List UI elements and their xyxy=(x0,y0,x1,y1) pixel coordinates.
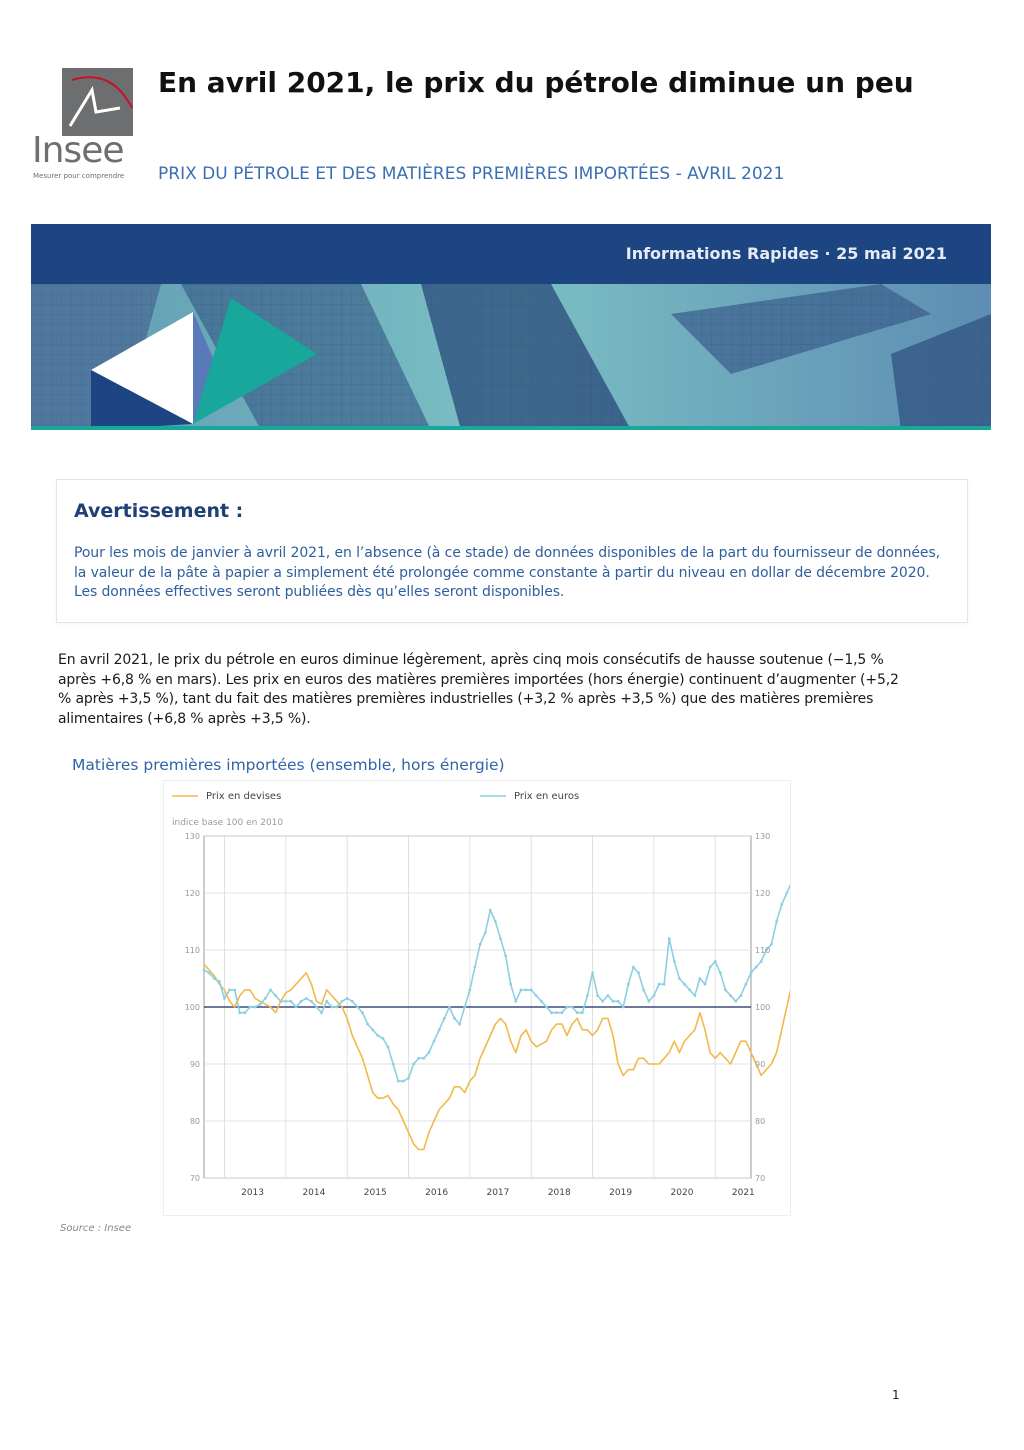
series-point-euros xyxy=(382,1037,385,1040)
series-point-euros xyxy=(755,966,758,969)
y-tick-label-right: 130 xyxy=(755,832,771,841)
series-point-euros xyxy=(208,971,211,974)
series-point-euros xyxy=(474,966,477,969)
series-point-euros xyxy=(719,971,722,974)
series-point-euros xyxy=(453,1017,456,1020)
legend-label-devises: Prix en devises xyxy=(206,791,282,802)
series-point-euros xyxy=(699,977,702,980)
series-point-euros xyxy=(356,1006,359,1009)
series-point-euros xyxy=(668,937,671,940)
series-point-euros xyxy=(330,1006,333,1009)
series-point-euros xyxy=(213,977,216,980)
series-point-euros xyxy=(376,1034,379,1037)
series-point-euros xyxy=(438,1028,441,1031)
series-point-euros xyxy=(223,997,226,1000)
series-point-euros xyxy=(295,1006,298,1009)
logo-mark xyxy=(62,68,133,136)
series-point-euros xyxy=(724,989,727,992)
series-point-euros xyxy=(402,1080,405,1083)
series-point-euros xyxy=(244,1011,247,1014)
chart-axes xyxy=(185,832,771,1198)
x-tick-label: 2013 xyxy=(241,1188,265,1198)
series-point-euros xyxy=(228,989,231,992)
series-point-euros xyxy=(499,937,502,940)
logo-mark-icon xyxy=(62,68,133,136)
series-point-euros xyxy=(351,1000,354,1003)
hero-image xyxy=(31,284,991,430)
logo-wordmark: Insee xyxy=(32,130,124,171)
series-point-euros xyxy=(361,1011,364,1014)
x-tick-label: 2014 xyxy=(302,1188,326,1198)
series-point-euros xyxy=(259,1003,262,1006)
chart-container xyxy=(163,780,791,1216)
page-subtitle: PRIX DU PÉTROLE ET DES MATIÈRES PREMIÈRES IMPORTÉES - AVRIL 2021 xyxy=(158,164,785,184)
series-point-euros xyxy=(658,983,661,986)
series-point-euros xyxy=(591,971,594,974)
series-point-euros xyxy=(233,989,236,992)
series-point-euros xyxy=(571,1006,574,1009)
series-point-euros xyxy=(489,909,492,912)
series-point-euros xyxy=(458,1023,461,1026)
series-point-euros xyxy=(545,1006,548,1009)
series-point-euros xyxy=(745,983,748,986)
series-point-euros xyxy=(290,1000,293,1003)
x-tick-label: 2016 xyxy=(425,1188,449,1198)
x-tick-label: 2018 xyxy=(547,1188,571,1198)
series-point-euros xyxy=(627,983,630,986)
warning-title: Avertissement : xyxy=(74,500,244,522)
series-point-euros xyxy=(504,954,507,957)
series-point-euros xyxy=(612,1000,615,1003)
publication-date-label: Informations Rapides · 25 mai 2021 xyxy=(625,244,947,263)
x-tick-label: 2021 xyxy=(731,1188,755,1198)
series-point-euros xyxy=(366,1023,369,1026)
series-point-euros xyxy=(642,989,645,992)
series-point-euros xyxy=(581,1011,584,1014)
y-tick-label-right: 100 xyxy=(755,1003,771,1012)
series-point-euros xyxy=(586,994,589,997)
series-point-euros xyxy=(443,1017,446,1020)
warning-box xyxy=(56,479,968,623)
series-point-euros xyxy=(678,977,681,980)
series-point-euros xyxy=(412,1063,415,1066)
line-chart xyxy=(164,781,790,1215)
series-point-euros xyxy=(371,1028,374,1031)
y-tick-label-right: 80 xyxy=(755,1117,766,1126)
series-point-euros xyxy=(397,1080,400,1083)
series-point-euros xyxy=(770,943,773,946)
series-point-euros xyxy=(514,1000,517,1003)
series-point-euros xyxy=(653,994,656,997)
series-point-euros xyxy=(775,920,778,923)
source-note: Source : Insee xyxy=(60,1223,132,1234)
chart-series xyxy=(203,846,790,1150)
series-point-euros xyxy=(714,960,717,963)
series-point-euros xyxy=(576,1011,579,1014)
series-point-euros xyxy=(448,1006,451,1009)
series-point-euros xyxy=(392,1063,395,1066)
chart-grid xyxy=(204,836,751,1178)
y-tick-label-left: 120 xyxy=(184,889,200,898)
series-point-euros xyxy=(729,994,732,997)
series-point-euros xyxy=(484,932,487,935)
series-point-euros xyxy=(637,971,640,974)
series-point-euros xyxy=(284,1000,287,1003)
series-point-euros xyxy=(346,997,349,1000)
series-point-euros xyxy=(433,1040,436,1043)
y-tick-label-left: 110 xyxy=(184,946,200,955)
series-point-euros xyxy=(785,892,788,895)
series-point-euros xyxy=(780,903,783,906)
series-point-euros xyxy=(550,1011,553,1014)
series-point-euros xyxy=(709,966,712,969)
series-point-euros xyxy=(305,997,308,1000)
series-point-euros xyxy=(596,994,599,997)
series-point-euros xyxy=(617,1000,620,1003)
series-line-euros xyxy=(204,847,790,1081)
series-point-euros xyxy=(494,920,497,923)
page-number: 1 xyxy=(892,1388,900,1402)
series-point-euros xyxy=(238,1011,241,1014)
series-point-euros xyxy=(320,1011,323,1014)
series-point-euros xyxy=(607,994,610,997)
series-point-euros xyxy=(530,989,533,992)
y-tick-label-left: 80 xyxy=(189,1117,200,1126)
series-point-euros xyxy=(555,1011,558,1014)
warning-text: Pour les mois de janvier à avril 2021, en l’absence (à ce stade) de données disponibles de la part du fournisseur de données, la valeur de la pâte à papier a simplement été prolongée comme constante à partir du niveau en dollar de décembre 2020. Les données effectives seront publiées dès qu’elles seront disponibles. xyxy=(74,545,940,600)
y-axis-label: indice base 100 en 2010 xyxy=(172,818,284,828)
series-point-euros xyxy=(264,997,267,1000)
series-point-euros xyxy=(428,1051,431,1054)
y-tick-label-left: 90 xyxy=(189,1060,200,1069)
y-tick-label-left: 70 xyxy=(189,1174,200,1183)
logo-tagline: Mesurer pour comprendre xyxy=(33,172,125,180)
series-point-euros xyxy=(300,1000,303,1003)
series-point-euros xyxy=(693,994,696,997)
series-point-euros xyxy=(463,1006,466,1009)
series-point-euros xyxy=(509,983,512,986)
series-point-euros xyxy=(540,1000,543,1003)
x-tick-label: 2020 xyxy=(670,1188,694,1198)
series-point-euros xyxy=(525,989,528,992)
series-point-euros xyxy=(325,1000,328,1003)
body-paragraph: En avril 2021, le prix du pétrole en euros diminue légèrement, après cinq mois consécutifs de hausse soutenue (−1,5 % après +6,8 % en mars). Les prix en euros des matières premières importées (hors énergie) continuent d’augmenter (+5,2 % après +3,5 %), tant du fait des matières premières industrielles (+3,2 % après +3,5 %) que des matières premières alimentaires (+6,8 % après +3,5 %). xyxy=(58,652,899,727)
series-point-euros xyxy=(274,994,277,997)
series-point-euros xyxy=(688,989,691,992)
header-banner xyxy=(31,224,991,284)
y-tick-label-right: 90 xyxy=(755,1060,766,1069)
page-title: En avril 2021, le prix du pétrole diminue un peu xyxy=(158,66,914,99)
series-point-euros xyxy=(739,994,742,997)
series-point-euros xyxy=(203,969,206,972)
y-tick-label-right: 120 xyxy=(755,889,771,898)
chart-title: Matières premières importées (ensemble, hors énergie) xyxy=(72,756,505,774)
series-point-euros xyxy=(535,994,538,997)
series-point-euros xyxy=(673,960,676,963)
series-point-euros xyxy=(760,960,763,963)
series-point-euros xyxy=(520,989,523,992)
y-tick-label-left: 100 xyxy=(184,1003,200,1012)
series-point-euros xyxy=(336,1006,339,1009)
series-point-euros xyxy=(566,1006,569,1009)
series-point-euros xyxy=(632,966,635,969)
series-point-euros xyxy=(704,983,707,986)
y-tick-label-left: 130 xyxy=(184,832,200,841)
series-point-euros xyxy=(683,983,686,986)
series-point-euros xyxy=(468,989,471,992)
series-point-euros xyxy=(218,980,221,983)
series-point-euros xyxy=(279,1000,282,1003)
series-point-euros xyxy=(734,1000,737,1003)
series-point-euros xyxy=(417,1057,420,1060)
series-point-euros xyxy=(750,971,753,974)
series-point-euros xyxy=(422,1057,425,1060)
series-point-euros xyxy=(479,943,482,946)
legend-label-euros: Prix en euros xyxy=(514,791,580,802)
x-tick-label: 2017 xyxy=(486,1188,510,1198)
series-point-euros xyxy=(663,983,666,986)
x-tick-label: 2019 xyxy=(609,1188,633,1198)
series-point-euros xyxy=(601,1000,604,1003)
y-tick-label-right: 110 xyxy=(755,946,771,955)
series-point-euros xyxy=(341,1000,344,1003)
series-point-euros xyxy=(407,1077,410,1080)
series-point-euros xyxy=(561,1011,564,1014)
series-point-euros xyxy=(249,1006,252,1009)
series-point-euros xyxy=(269,989,272,992)
series-line-devises xyxy=(204,899,790,1150)
y-tick-label-right: 70 xyxy=(755,1174,766,1183)
series-point-euros xyxy=(647,1000,650,1003)
series-point-euros xyxy=(315,1006,318,1009)
series-point-euros xyxy=(310,1000,313,1003)
buildings-illustration xyxy=(31,284,991,430)
series-point-euros xyxy=(387,1046,390,1049)
series-point-euros xyxy=(622,1006,625,1009)
x-tick-label: 2015 xyxy=(363,1188,387,1198)
series-point-euros xyxy=(254,1006,257,1009)
